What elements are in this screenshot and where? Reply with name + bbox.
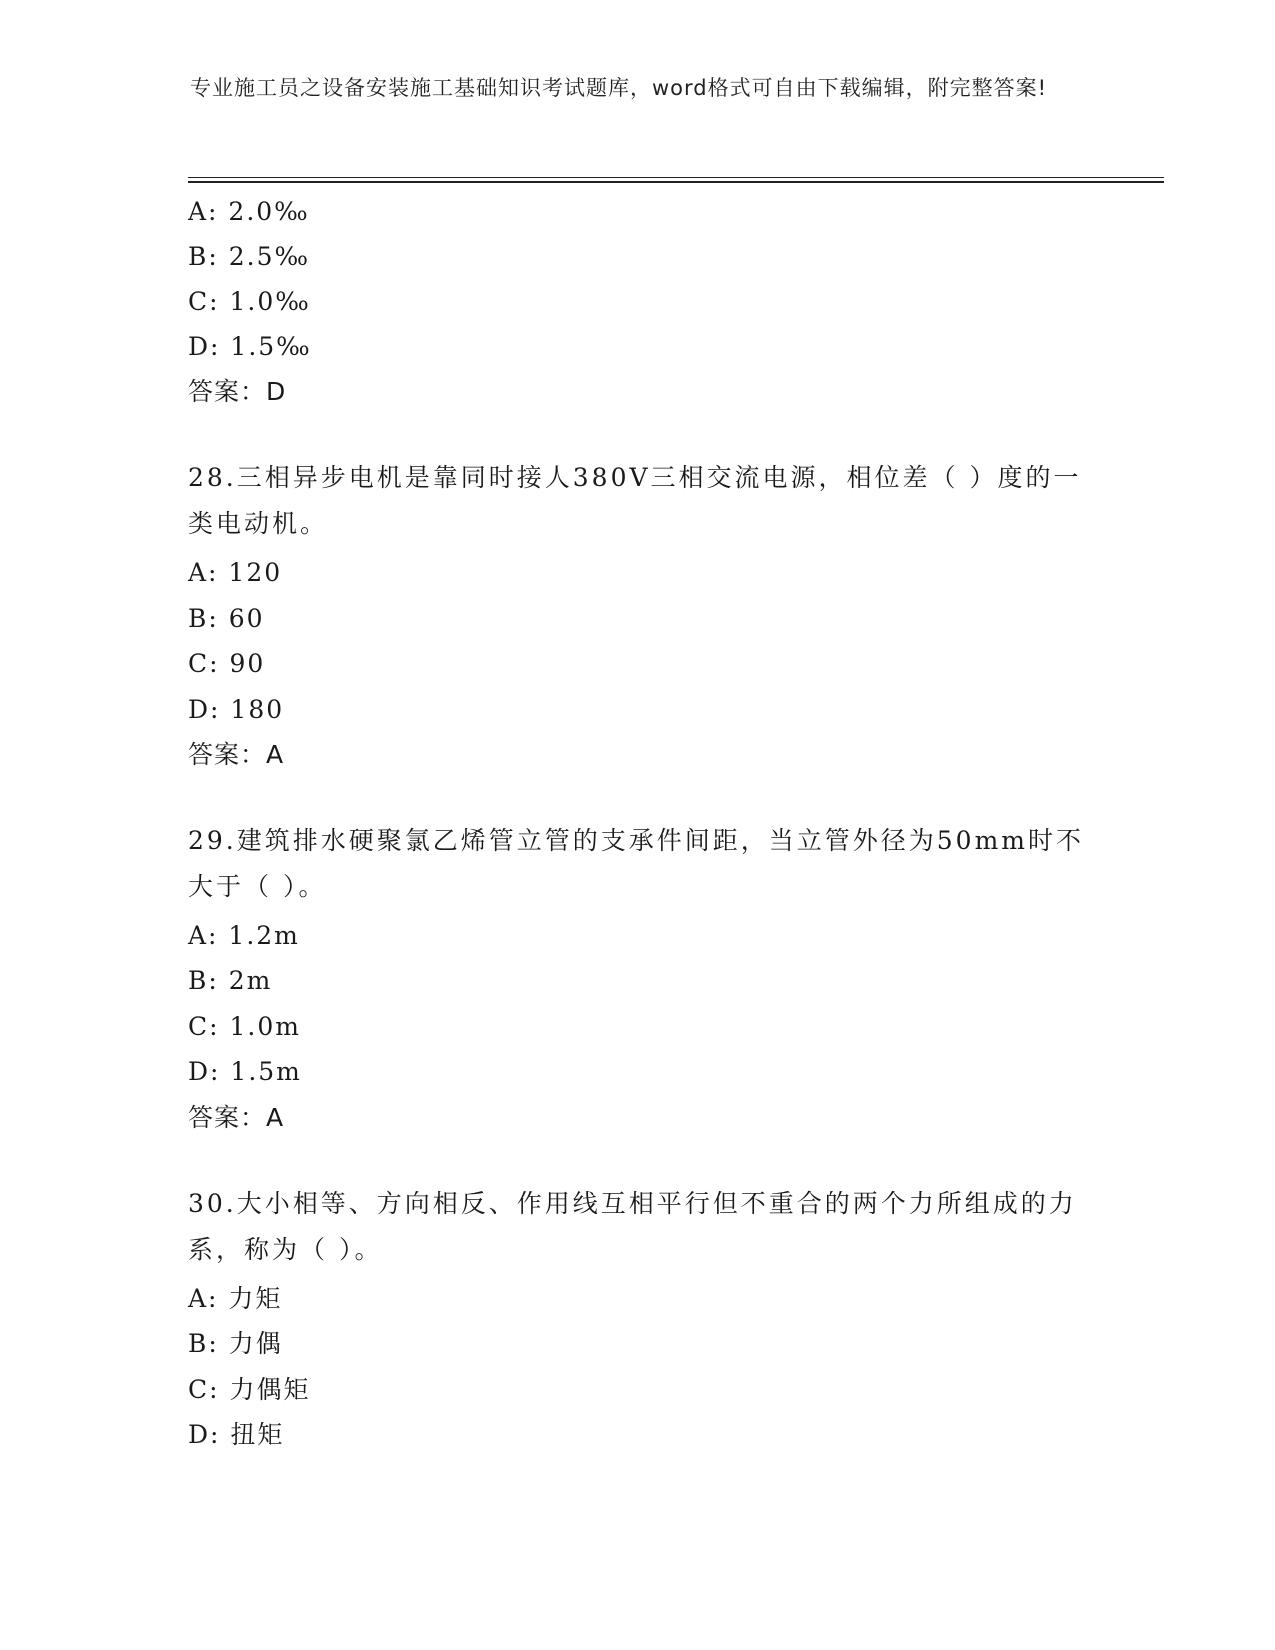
- option-b: B: 2.5‰: [188, 242, 311, 271]
- option-d: D: 1.5‰: [188, 332, 312, 361]
- question-28-option-a: A: 120: [188, 558, 283, 587]
- question-28-answer: 答案：A: [188, 740, 285, 769]
- option-a: A: 2.0‰: [188, 197, 310, 226]
- question-30-option-a: A: 力矩: [188, 1284, 283, 1313]
- question-28-option-b: B: 60: [188, 604, 265, 633]
- question-30-option-c: C: 力偶矩: [188, 1375, 311, 1404]
- question-29-text: 29.建筑排水硬聚氯乙烯管立管的支承件间距，当立管外径为50mm时不大于（ ）。: [188, 826, 1084, 901]
- question-30-option-d: D: 扭矩: [188, 1420, 285, 1449]
- question-28-option-c: C: 90: [188, 649, 266, 678]
- question-30-text: 30.大小相等、方向相反、作用线互相平行但不重合的两个力所组成的力系，称为（ ）。: [188, 1189, 1077, 1264]
- option-c: C: 1.0‰: [188, 287, 311, 316]
- header-divider-thick: [188, 181, 1164, 183]
- question-28-text: 28.三相异步电机是靠同时接人380V三相交流电源，相位差（ ）度的一类电动机。: [188, 463, 1082, 538]
- document-header: 专业施工员之设备安装施工基础知识考试题库，word格式可自由下载编辑，附完整答案!: [190, 76, 1048, 100]
- answer: 答案：D: [188, 377, 287, 406]
- question-29-option-b: B: 2m: [188, 966, 273, 995]
- question-29-answer: 答案：A: [188, 1103, 285, 1132]
- question-29-option-d: D: 1.5m: [188, 1057, 302, 1086]
- header-divider-thin: [188, 177, 1164, 178]
- question-29-option-c: C: 1.0m: [188, 1012, 301, 1041]
- question-29-option-a: A: 1.2m: [188, 921, 300, 950]
- question-30-option-b: B: 力偶: [188, 1329, 283, 1358]
- question-28-option-d: D: 180: [188, 695, 285, 724]
